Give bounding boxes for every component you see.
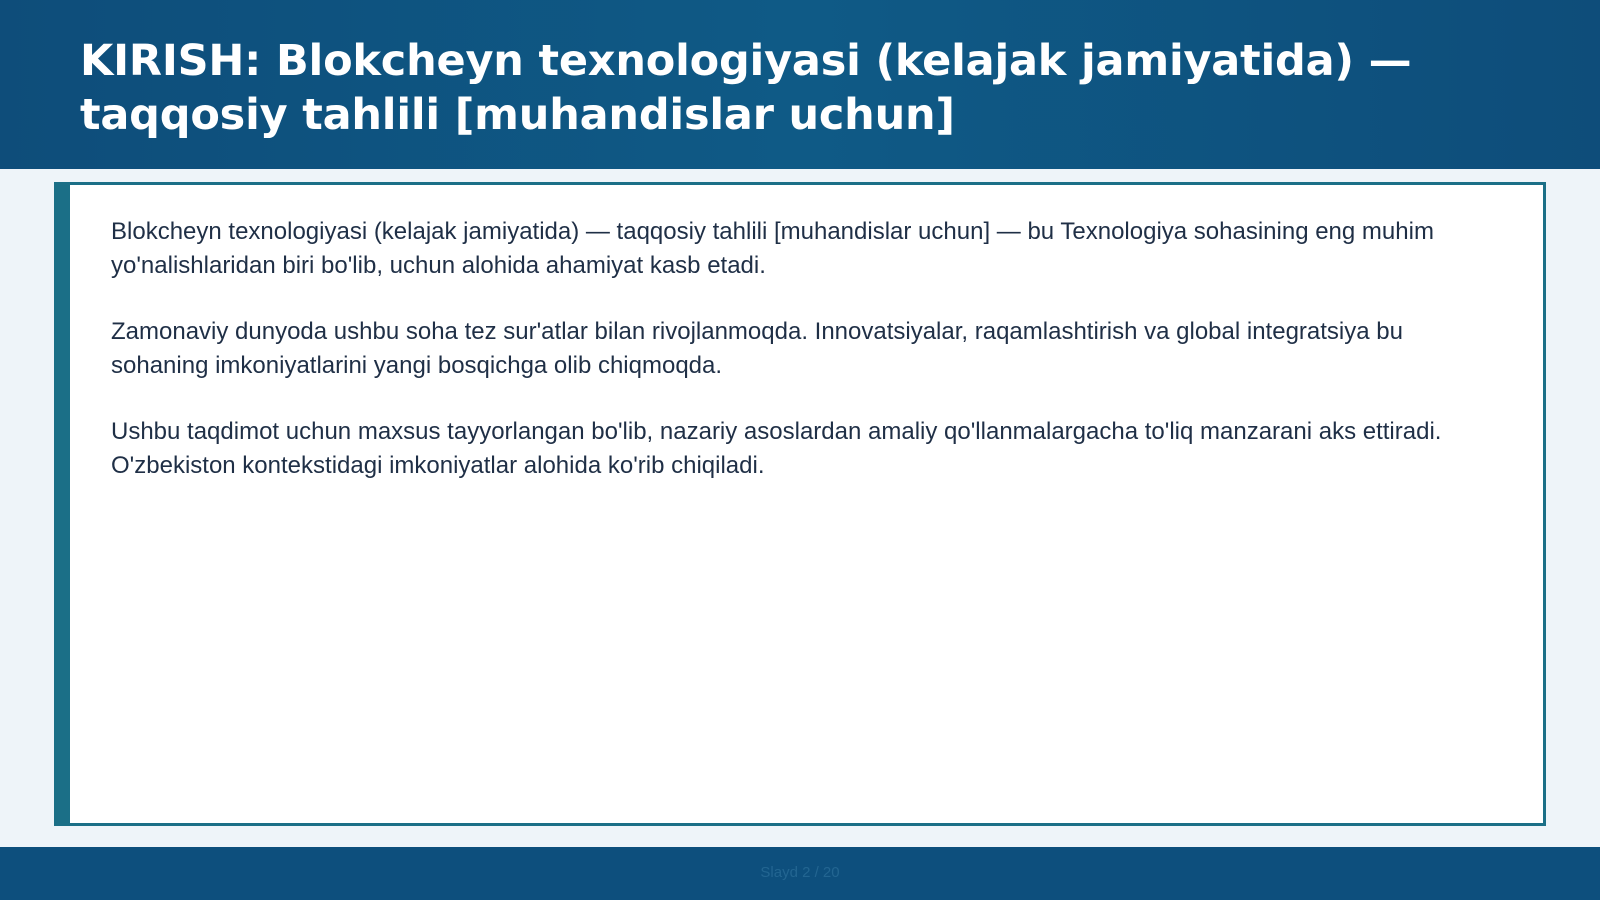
intro-paragraph-2: Zamonaviy dunyoda ushbu soha tez sur'atlar bilan rivojlanmoqda. Innovatsiyalar, raqamlashtirish va global integratsiya bu sohaning imkoniyatlarini yangi bosqichga olib chiqmoqda. [111,318,1403,379]
content-card [54,182,1546,826]
slide-header [0,0,1600,169]
slide-number: Slayd 2 / 20 [760,864,840,881]
slide-title: KIRISH: Blokcheyn texnologiyasi (kelajak jamiyatida) — taqqosiy tahlili [muhandislar uchun] [80,36,1412,140]
intro-paragraph-3: Ushbu taqdimot uchun maxsus tayyorlangan bo'lib, nazariy asoslardan amaliy qo'llanmalargacha to'liq manzarani aks ettiradi. O'zbekiston kontekstidagi imkoniyatlar alohida ko'rib chiqiladi. [111,418,1442,479]
intro-paragraph-1: Blokcheyn texnologiyasi (kelajak jamiyatida) — taqqosiy tahlili [muhandislar uchun] — bu Texnologiya sohasining eng muhim yo'nalishlaridan biri bo'lib, uchun alohida ahamiyat kasb etadi. [111,218,1434,279]
slide-footer [0,847,1600,900]
